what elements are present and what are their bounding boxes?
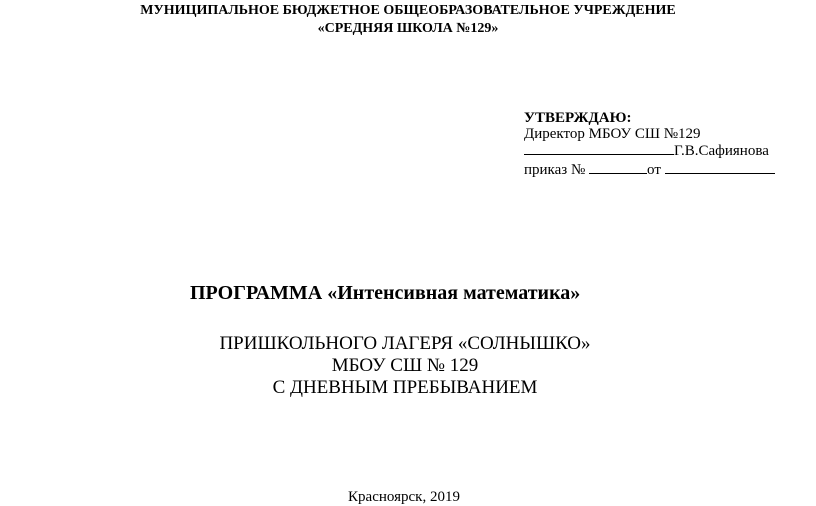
- signature-blank: [524, 154, 674, 155]
- institution-name: МУНИЦИПАЛЬНОЕ БЮДЖЕТНОЕ ОБЩЕОБРАЗОВАТЕЛЬНОЕ УЧРЕЖДЕНИЕ: [140, 3, 676, 18]
- order-line: [524, 163, 775, 178]
- order-label: приказ №: [524, 162, 586, 178]
- subtitle-line-3: С ДНЕВНЫМ ПРЕБЫВАНИЕМ: [272, 377, 538, 398]
- director-title: Директор МБОУ СШ №129: [524, 126, 701, 142]
- place-year: Красноярск, 2019: [348, 489, 460, 505]
- signatory-name: Г.В.Сафиянова: [674, 143, 769, 159]
- signature-line: [524, 144, 769, 159]
- program-title: ПРОГРАММА «Интенсивная математика»: [190, 282, 581, 304]
- subtitle-line-1: ПРИШКОЛЬНОГО ЛАГЕРЯ «СОЛНЫШКО»: [219, 333, 591, 354]
- school-name: «СРЕДНЯЯ ШКОЛА №129»: [317, 21, 499, 36]
- order-from-label: от: [647, 162, 661, 178]
- order-number-blank: [589, 173, 647, 174]
- subtitle-line-2: МБОУ СШ № 129: [331, 355, 479, 376]
- approval-heading: УТВЕРЖДАЮ:: [524, 110, 632, 126]
- order-date-blank: [665, 173, 775, 174]
